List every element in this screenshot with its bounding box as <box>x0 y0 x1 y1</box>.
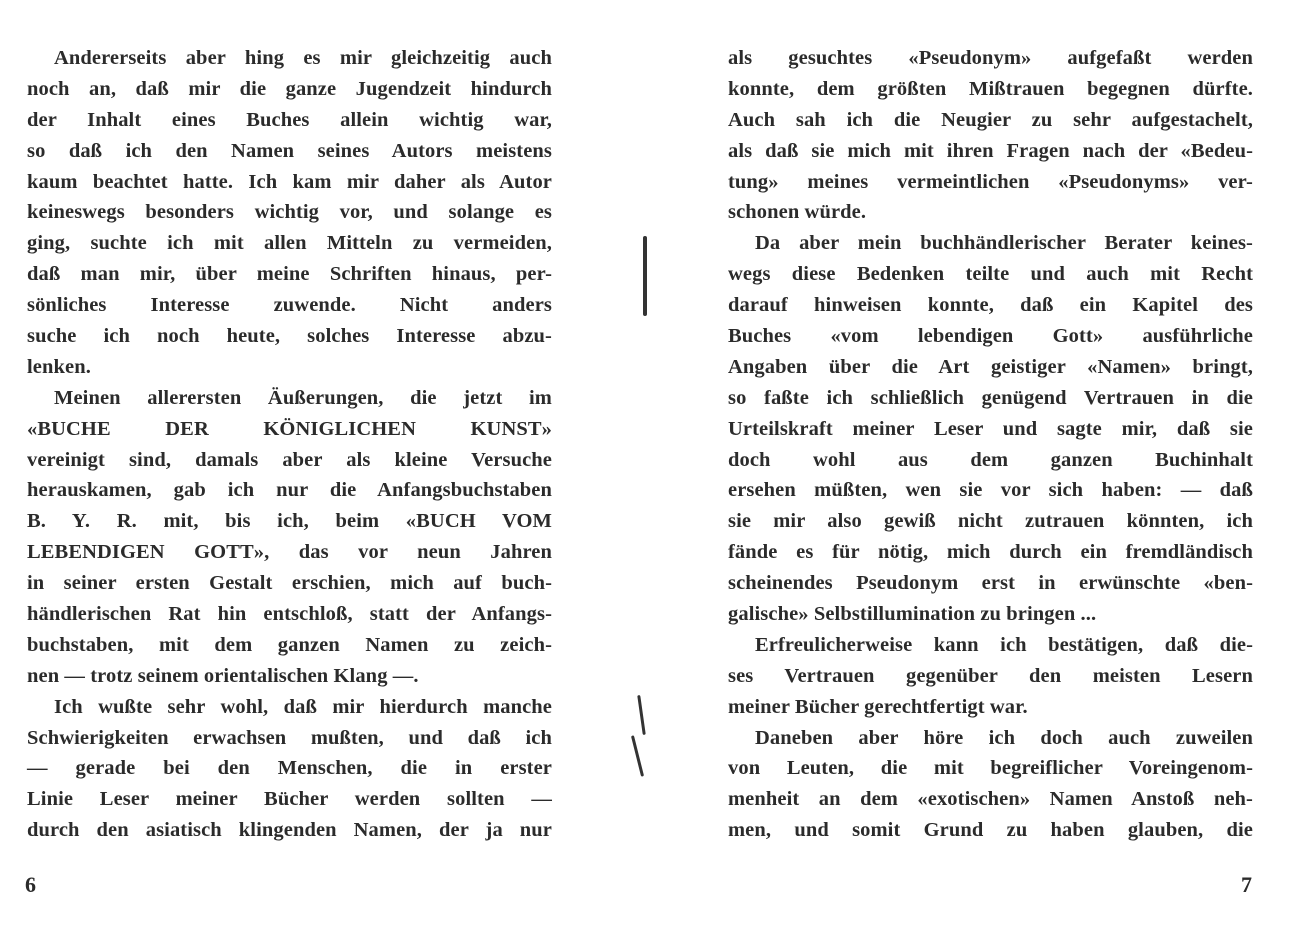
text-line: Da aber mein buchhändlerischer Berater keines- <box>755 232 1253 255</box>
text-line: daß man mir, über meine Schriften hinaus, per- <box>27 263 552 286</box>
text-line: als daß sie mich mit ihren Fragen nach der «Bedeu- <box>728 139 1253 162</box>
text-line: fände es für nötig, mich durch ein fremdländisch <box>728 541 1253 564</box>
text-line: meiner Bücher gerechtfertigt war. <box>728 695 1028 718</box>
text-line: in seiner ersten Gestalt erschien, mich auf buch- <box>27 572 552 595</box>
text-line: «BUCHE DER KÖNIGLICHEN KUNST» <box>27 417 552 440</box>
text-line: Schwierigkeiten erwachsen mußten, und daß ich <box>27 726 552 749</box>
text-line: lenken. <box>27 355 91 378</box>
text-line: scheinendes Pseudonym erst in erwünschte «ben- <box>728 572 1253 595</box>
text-line: von Leuten, die mit begreiflicher Voreingenom- <box>728 757 1253 780</box>
text-line: Daneben aber höre ich doch auch zuweilen <box>755 726 1253 749</box>
text-line: Angaben über die Art geistiger «Namen» bringt, <box>728 355 1253 378</box>
text-line: darauf hinweisen konnte, daß ein Kapitel des <box>728 294 1253 317</box>
text-line: durch den asiatisch klingenden Namen, der ja nur <box>27 819 552 842</box>
text-line: menheit an dem «exotischen» Namen Anstoß neh- <box>728 788 1253 811</box>
text-line: Buches «vom lebendigen Gott» ausführliche <box>728 325 1253 348</box>
text-line: nen — trotz seinem orientalischen Klang —. <box>27 664 419 687</box>
text-line: sie mir also gewiß nicht zutrauen könnten, ich <box>728 510 1253 533</box>
text-line: noch an, daß mir die ganze Jugendzeit hindurch <box>27 77 552 100</box>
text-line: sönliches Interesse zuwende. Nicht anders <box>27 294 552 317</box>
text-line: B. Y. R. mit, bis ich, beim «BUCH VOM <box>27 510 552 533</box>
text-line: vereinigt sind, damals aber als kleine Versuche <box>27 448 552 471</box>
text-line: keineswegs besonders wichtig vor, und solange es <box>27 201 552 224</box>
text-line: herauskamen, gab ich nur die Anfangsbuchstaben <box>27 479 552 502</box>
text-line: so faßte ich schließlich genügend Vertrauen in die <box>728 386 1253 409</box>
text-line: — gerade bei den Menschen, die in erster <box>27 757 552 780</box>
text-line: ging, suchte ich mit allen Mitteln zu vermeiden, <box>27 232 552 255</box>
text-line: ersehen müßten, wen sie vor sich haben: — daß <box>728 479 1253 502</box>
text-line: tung» meines vermeintlichen «Pseudonyms» ver- <box>728 170 1253 193</box>
gutter-binding-mark <box>631 735 644 776</box>
text-line: ses Vertrauen gegenüber den meisten Lesern <box>728 664 1253 687</box>
left-page <box>27 43 552 846</box>
text-line: Urteilskraft meiner Leser und sagte mir, daß sie <box>728 417 1253 440</box>
text-line: doch wohl aus dem ganzen Buchinhalt <box>728 448 1253 471</box>
gutter-binding-mark <box>643 236 647 316</box>
text-line: suche ich noch heute, solches Interesse abzu- <box>27 325 552 348</box>
text-line: schonen würde. <box>728 201 867 224</box>
page-number-right: 7 <box>1241 872 1252 897</box>
page-number-left: 6 <box>25 872 36 897</box>
text-line: Linie Leser meiner Bücher werden sollten — <box>27 788 552 811</box>
text-line: Ich wußte sehr wohl, daß mir hierdurch manche <box>54 695 552 718</box>
text-line: wegs diese Bedenken teilte und auch mit Recht <box>728 263 1253 286</box>
text-line: so daß ich den Namen seines Autors meistens <box>27 139 552 162</box>
text-line: kaum beachtet hatte. Ich kam mir daher als Autor <box>27 170 552 193</box>
gutter-binding-mark <box>637 695 646 735</box>
text-line: händlerischen Rat hin entschloß, statt der Anfangs- <box>27 603 552 626</box>
text-line: Meinen allerersten Äußerungen, die jetzt im <box>54 386 552 409</box>
right-page <box>728 43 1253 846</box>
text-line: der Inhalt eines Buches allein wichtig war, <box>27 108 552 131</box>
text-line: Andererseits aber hing es mir gleichzeitig auch <box>54 47 552 69</box>
text-line: galische» Selbstillumination zu bringen ... <box>728 603 1097 626</box>
text-line: als gesuchtes «Pseudonym» aufgefaßt werden <box>728 47 1253 69</box>
text-line: buchstaben, mit dem ganzen Namen zu zeich- <box>27 633 552 656</box>
text-line: men, und somit Grund zu haben glauben, die <box>728 819 1253 842</box>
text-line: LEBENDIGEN GOTT», das vor neun Jahren <box>27 541 552 564</box>
text-line: Auch sah ich die Neugier zu sehr aufgestachelt, <box>728 108 1253 131</box>
text-line: konnte, dem größten Mißtrauen begegnen dürfte. <box>728 77 1253 100</box>
text-line: Erfreulicherweise kann ich bestätigen, daß die- <box>755 633 1253 656</box>
